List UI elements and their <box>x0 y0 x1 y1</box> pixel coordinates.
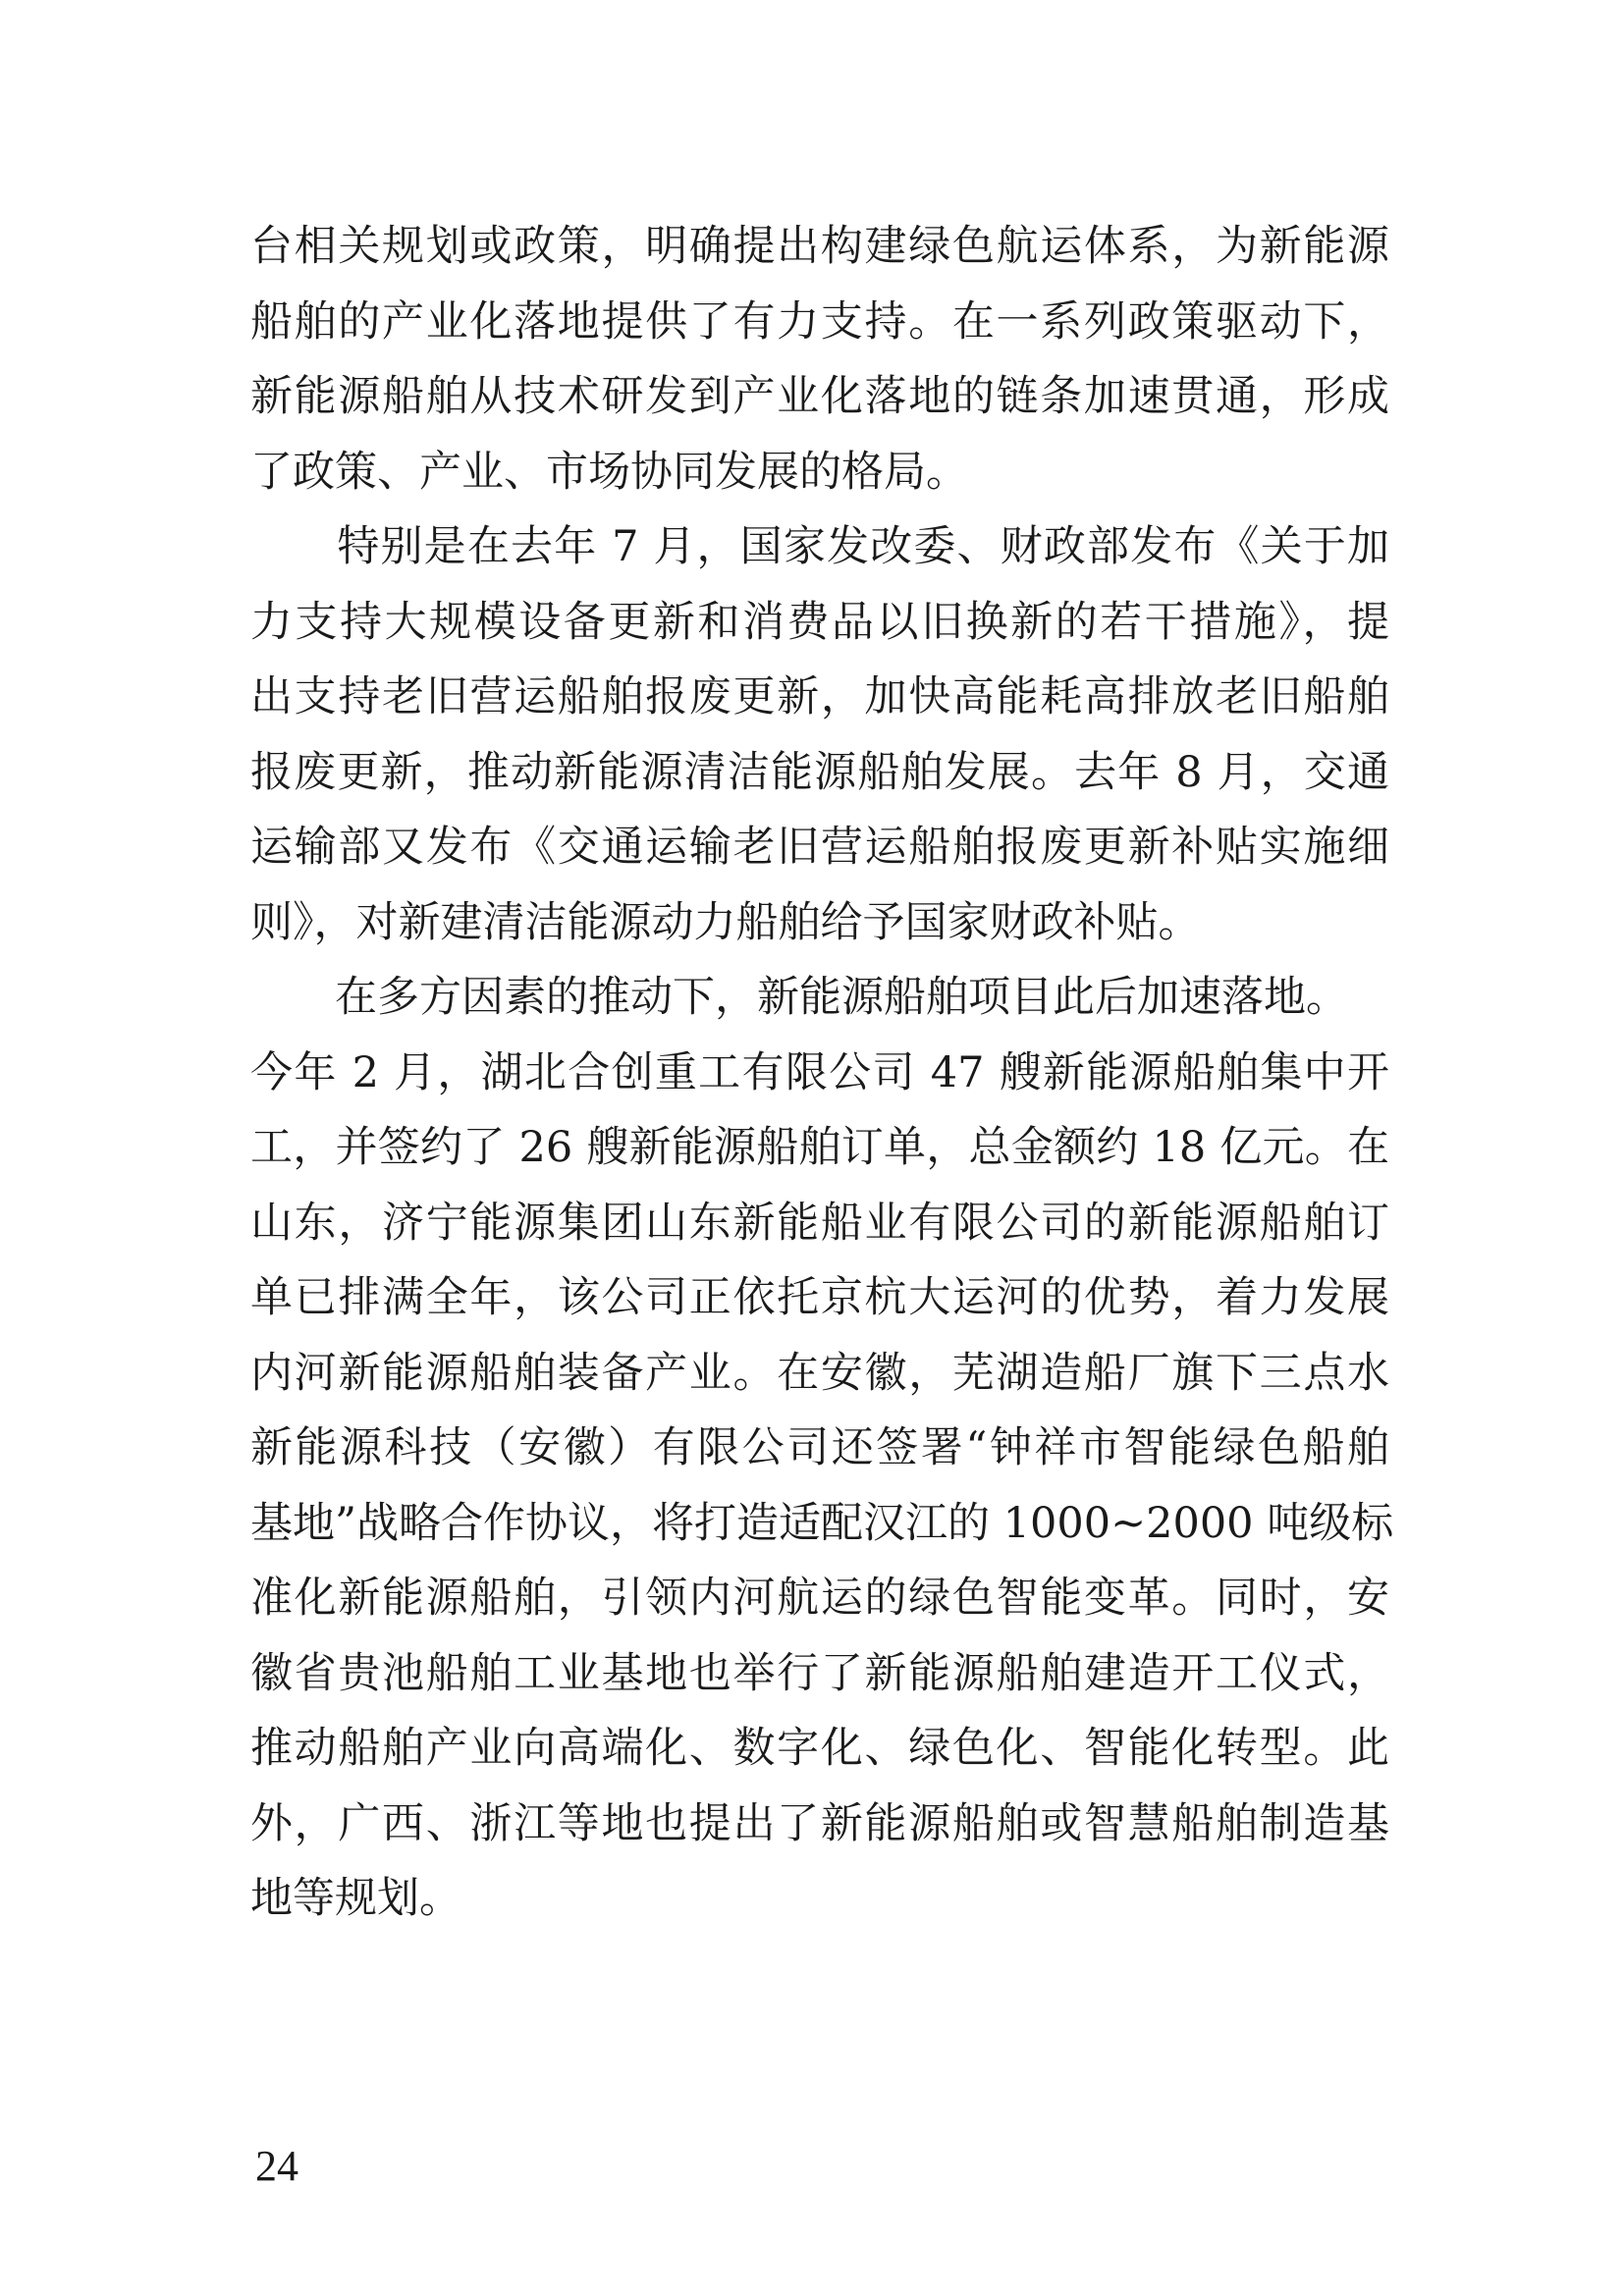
text-line: 徽省贵池船舶工业基地也举行了新能源船舶建造开工仪式， <box>250 1648 1389 1698</box>
text-line: 新能源科技（安徽）有限公司还签署“钟祥市智能绿色船舶 <box>250 1423 1389 1472</box>
text-line: 单已排满全年，该公司正依托京杭大运河的优势，着力发展 <box>250 1273 1389 1322</box>
text-line: 台相关规划或政策，明确提出构建绿色航运体系，为新能源 <box>250 222 1389 271</box>
text-line: 内河新能源船舶装备产业。在安徽，芜湖造船厂旗下三点水 <box>250 1348 1389 1398</box>
paragraph-2 <box>250 509 1389 960</box>
text-line: 山东，济宁能源集团山东新能船业有限公司的新能源船舶订 <box>250 1198 1389 1248</box>
text-line: 运输部又发布《交通运输老旧营运船舶报废更新补贴实施细 <box>250 823 1389 872</box>
paragraph-3 <box>250 960 1394 1937</box>
text-line: 基地”战略合作协议，将打造适配汉江的 1000~2000 吨级标 <box>250 1498 1394 1548</box>
text-line: 准化新能源船舶，引领内河航运的绿色智能变革。同时，安 <box>250 1574 1389 1623</box>
text-line: 地等规划。 <box>250 1874 461 1923</box>
text-line: 新能源船舶从技术研发到产业化落地的链条加速贯通，形成 <box>250 372 1389 421</box>
text-line: 在多方因素的推动下，新能源船舶项目此后加速落地。 <box>250 973 1348 1022</box>
text-line: 特别是在去年 7 月，国家发改委、财政部发布《关于加 <box>250 522 1389 571</box>
text-line: 力支持大规模设备更新和消费品以旧换新的若干措施》，提 <box>250 597 1389 647</box>
text-line: 今年 2 月，湖北合创重工有限公司 47 艘新能源船舶集中开 <box>250 1047 1389 1097</box>
text-line: 推动船舶产业向高端化、数字化、绿色化、智能化转型。此 <box>250 1724 1389 1773</box>
text-line: 了政策、产业、市场协同发展的格局。 <box>250 447 968 497</box>
page-number: 24 <box>255 2142 298 2190</box>
body-text <box>250 209 1394 1937</box>
text-line: 报废更新，推动新能源清洁能源船舶发展。去年 8 月，交通 <box>250 747 1389 797</box>
text-line: 船舶的产业化落地提供了有力支持。在一系列政策驱动下， <box>250 296 1389 347</box>
text-line: 则》，对新建清洁能源动力船舶给予国家财政补贴。 <box>250 897 1201 947</box>
paragraph-1 <box>250 209 1389 509</box>
text-line: 出支持老旧营运船舶报废更新，加快高能耗高排放老旧船舶 <box>250 672 1389 721</box>
text-line: 外，广西、浙江等地也提出了新能源船舶或智慧船舶制造基 <box>250 1798 1389 1848</box>
text-line: 工，并签约了 26 艘新能源船舶订单，总金额约 18 亿元。在 <box>250 1123 1389 1172</box>
